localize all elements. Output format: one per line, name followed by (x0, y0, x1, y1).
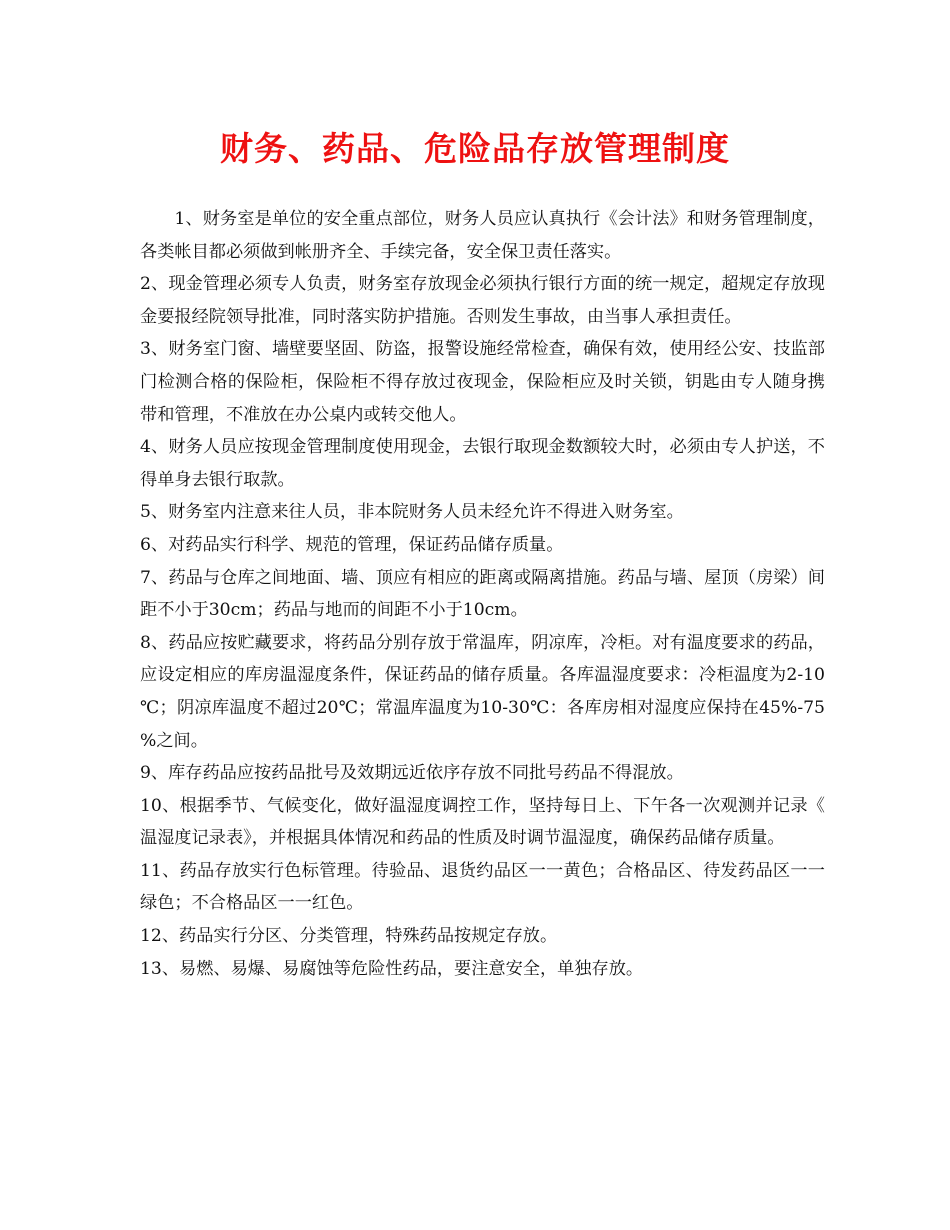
document-body (140, 203, 825, 985)
paragraph-12: 12、药品实行分区、分类管理，特殊药品按规定存放。 (140, 926, 558, 947)
paragraph-9: 9、库存药品应按药品批号及效期远近依序存放不同批号药品不得混放。 (140, 763, 684, 784)
page-title: 财务、药品、危险品存放管理制度 (220, 129, 730, 168)
paragraph-10: 10、根据季节、气候变化，做好温湿度调控工作，坚持每日上、下午各一次观测并记录《温湿度记录表》，并根据具体情况和药品的性质及时调节温湿度，确保药品储存质量。 (140, 795, 825, 849)
paragraph-11: 11、药品存放实行色标管理。待验品、退货约品区一一黄色；合格品区、待发药品区一一绿色；不合格品区一一红色。 (140, 860, 825, 914)
paragraph-7: 7、药品与仓库之间地面、墙、顶应有相应的距离或隔离措施。药品与墙、屋顶（房梁）间距不小于30cm；药品与地而的间距不小于10cm。 (140, 567, 825, 621)
paragraph-2: 2、现金管理必须专人负责，财务室存放现金必须执行银行方面的统一规定，超规定存放现金要报经院领导批准，同时落实防护措施。否则发生事故，由当事人承担责任。 (140, 274, 825, 327)
paragraph-6: 6、对药品实行科学、规范的管理，保证药品储存质量。 (140, 534, 564, 555)
paragraph-3: 3、财务室门窗、墙壁要坚固、防盗，报警设施经常检查，确保有效，使用经公安、技监部门检测合格的保险柜，保险柜不得存放过夜现金，保险柜应及时关锁，钥匙由专人随身携带和管理，不准放在办公桌内或转交他人。 (140, 339, 825, 425)
paragraph-8: 8、药品应按贮藏要求，将药品分别存放于常温库，阴凉库，冷柜。对有温度要求的药品，应设定相应的库房温湿度条件，保证药品的储存质量。各库温湿度要求：冷柜温度为2-10℃；阴凉库温度不超过20℃；常温库温度为10-30℃：各库房相对湿度应保持在45%-75%之间。 (140, 632, 825, 751)
paragraph-5: 5、财务室内注意来往人员，非本院财务人员未经允许不得进入财务室。 (140, 502, 684, 523)
paragraph-13: 13、易燃、易爆、易腐蚀等危险性药品，要注意安全，单独存放。 (140, 958, 644, 979)
paragraph-4: 4、财务人员应按现金管理制度使用现金，去银行取现金数额较大时，必须由专人护送，不得单身去银行取款。 (140, 437, 825, 490)
paragraph-1: 1、财务室是单位的安全重点部位，财务人员应认真执行《会计法》和财务管理制度，各类帐目都必须做到帐册齐全、手续完备，安全保卫责任落实。 (140, 209, 825, 262)
